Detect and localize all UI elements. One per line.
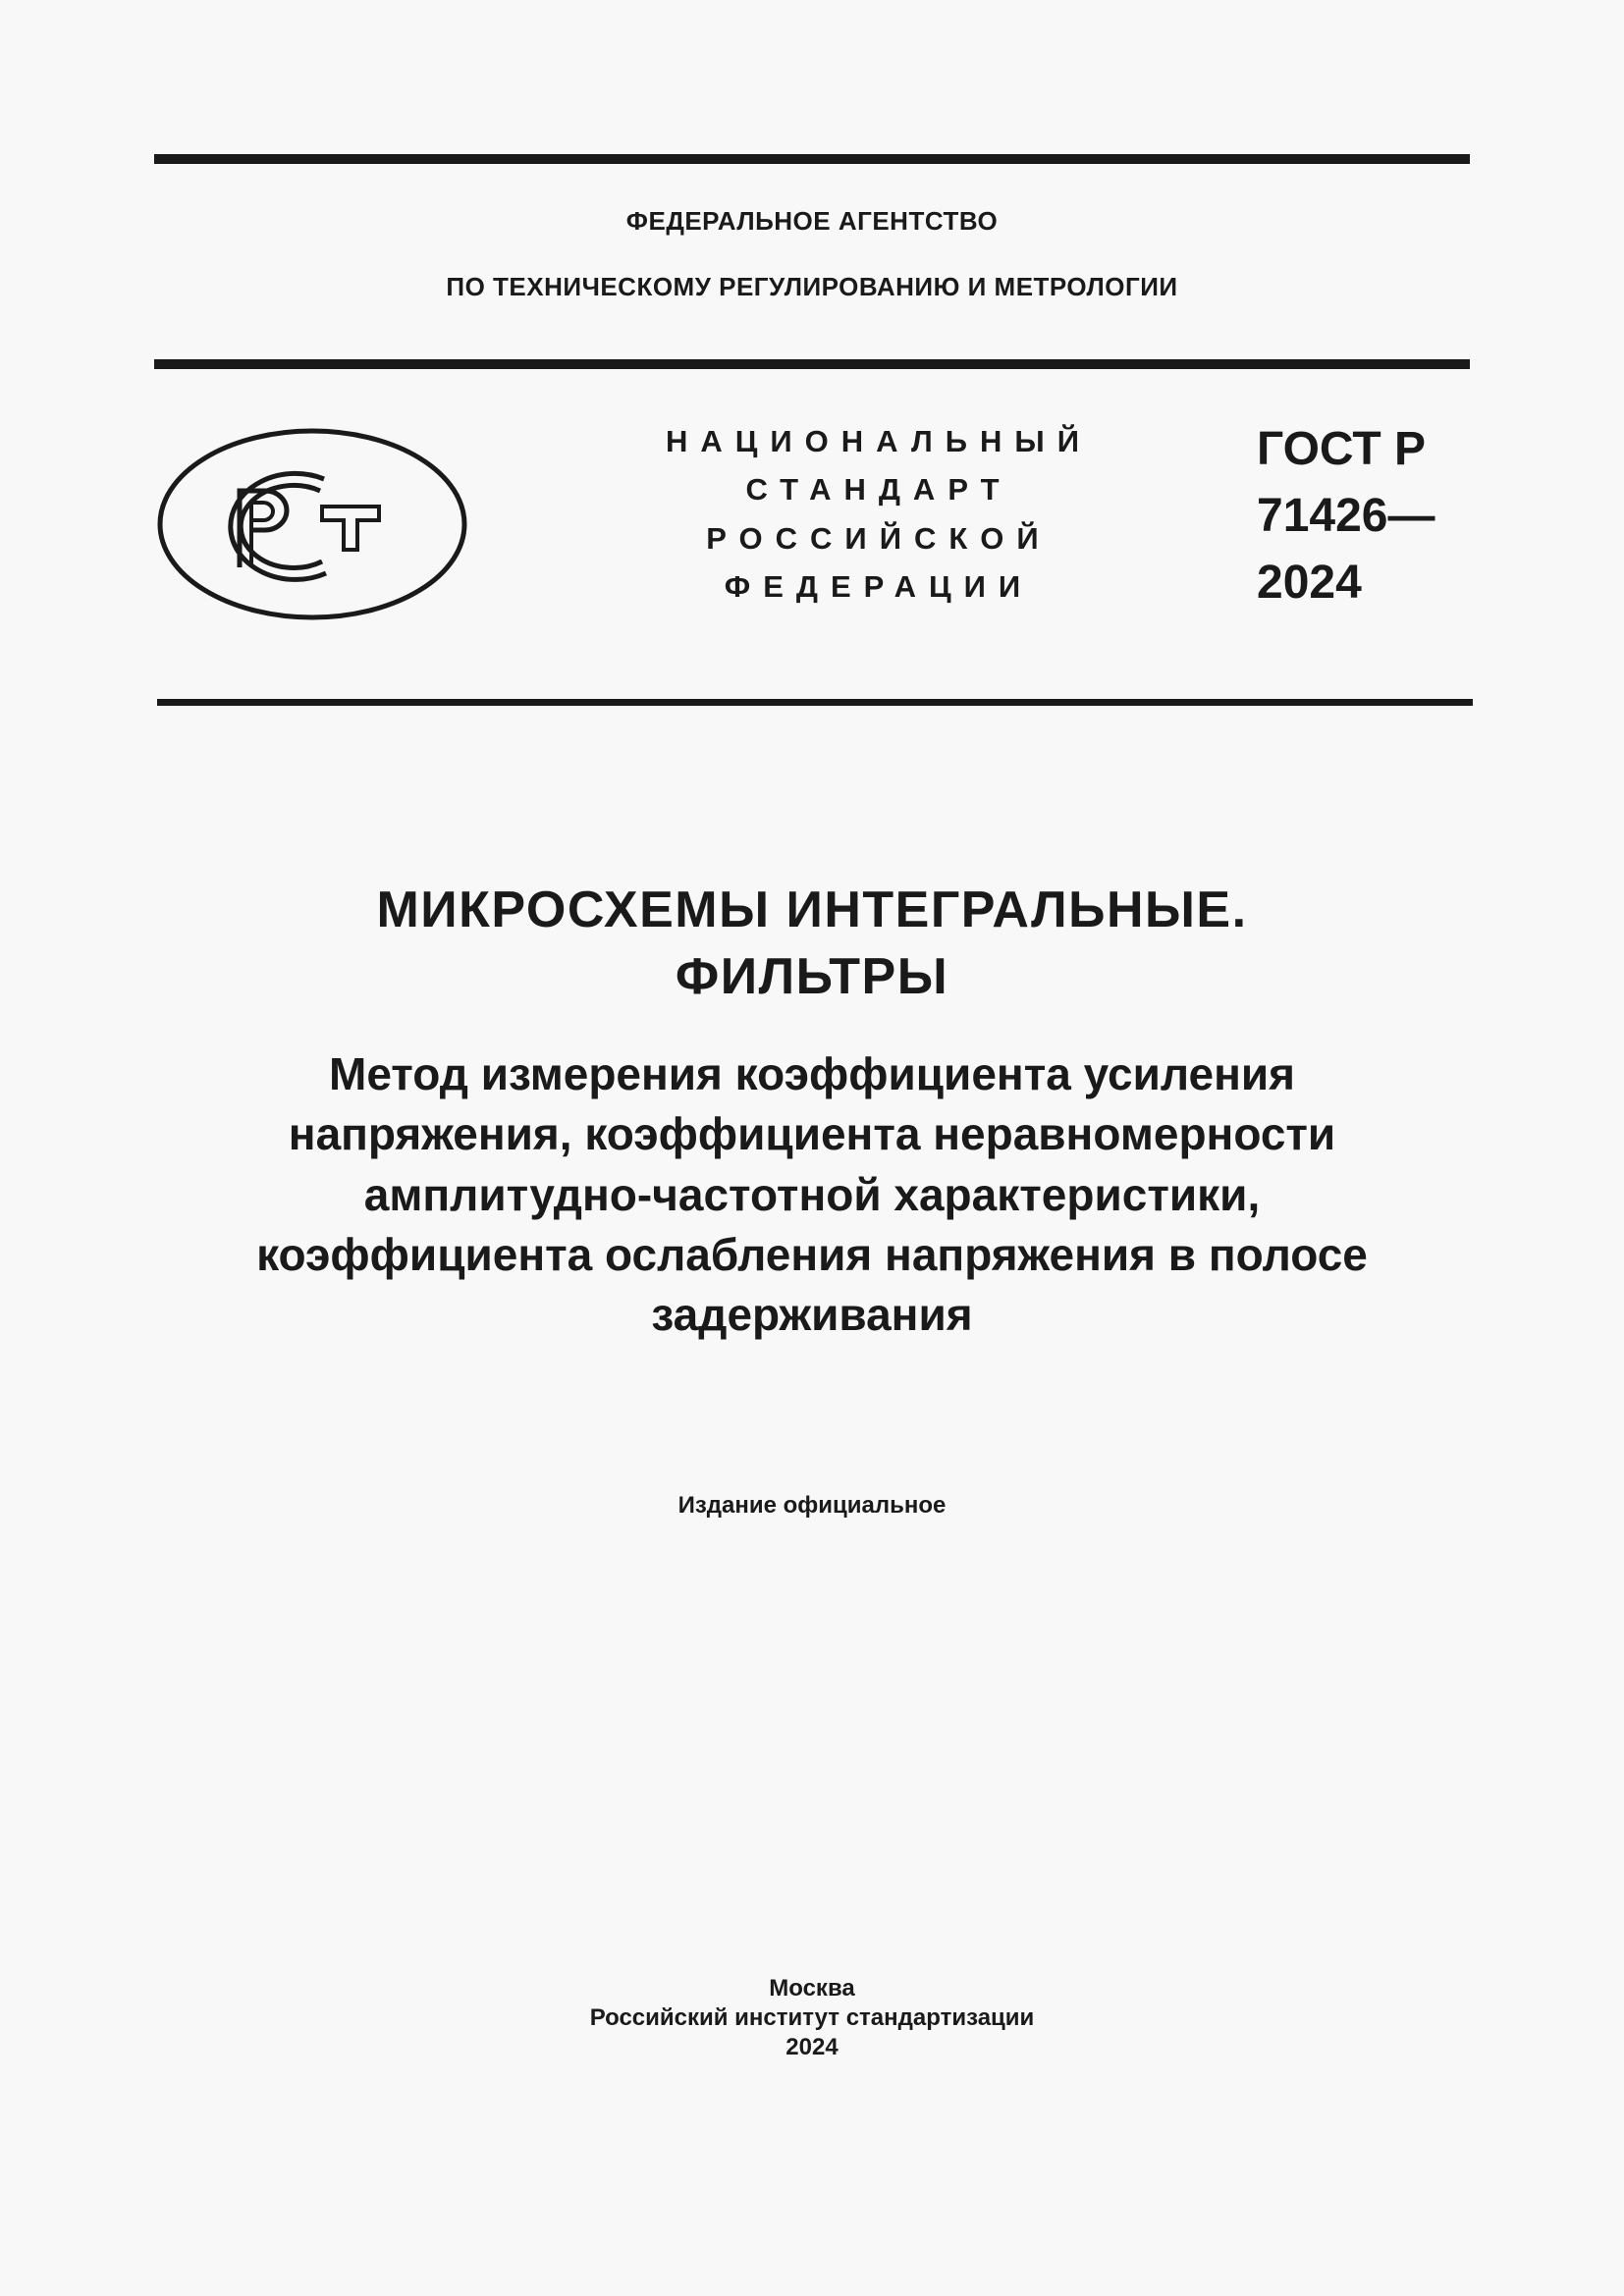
top-rule — [154, 154, 1470, 164]
subtitle-line-1: Метод измерения коэффициента усиления — [329, 1048, 1295, 1099]
agency-line-1: ФЕДЕРАЛЬНОЕ АГЕНТСТВО — [625, 206, 999, 236]
standard-type-line-2: СТАНДАРТ — [745, 472, 1012, 507]
title-line-1: МИКРОСХЕМЫ ИНТЕГРАЛЬНЫЕ. — [376, 881, 1248, 938]
subtitle-line-5: задерживания — [651, 1289, 973, 1340]
gost-code-line-1: ГОСТ Р — [1257, 423, 1427, 475]
standard-type-line-4: ФЕДЕРАЦИИ — [724, 569, 1034, 604]
subtitle-line-3: амплитудно-частотной характеристики, — [363, 1169, 1261, 1220]
standard-type-line-3: РОССИЙСКОЙ — [706, 521, 1052, 556]
edition-label: Издание официальное — [677, 1492, 947, 1519]
title-line-2: ФИЛЬТРЫ — [675, 948, 949, 1005]
header-rule — [154, 359, 1470, 369]
imprint-city: Москва — [769, 1975, 855, 2002]
rst-logo-icon — [157, 428, 467, 620]
gost-code-line-2: 71426— — [1257, 490, 1435, 542]
imprint-year: 2024 — [785, 2034, 839, 2060]
gost-code-line-3: 2024 — [1257, 557, 1362, 609]
block-rule — [157, 699, 1473, 706]
agency-line-2: ПО ТЕХНИЧЕСКОМУ РЕГУЛИРОВАНИЮ И МЕТРОЛОГИИ — [446, 272, 1178, 301]
subtitle-line-4: коэффициента ослабления напряжения в полосе — [256, 1229, 1368, 1280]
standard-type-line-1: НАЦИОНАЛЬНЫЙ — [665, 424, 1093, 458]
subtitle-line-2: напряжения, коэффициента неравномерности — [288, 1108, 1336, 1159]
imprint-publisher: Российский институт стандартизации — [589, 2004, 1035, 2031]
